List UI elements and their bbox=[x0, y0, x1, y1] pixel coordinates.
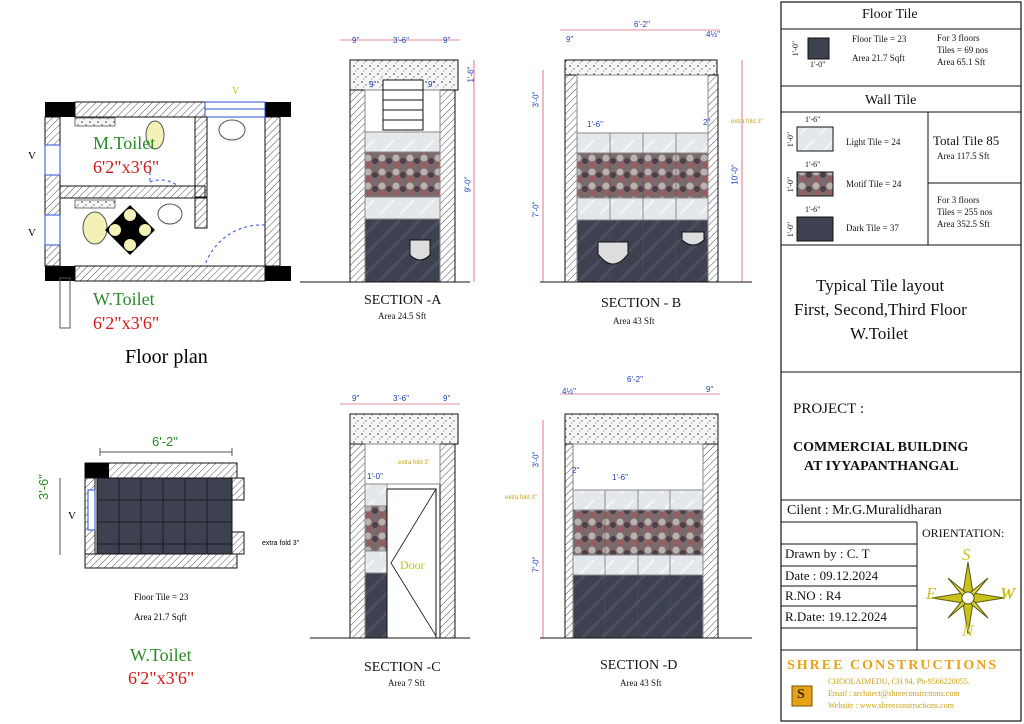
section-d-area: Area 43 Sft bbox=[620, 678, 662, 688]
company-website: Website : www.shreeconstructions.com bbox=[828, 701, 954, 710]
section-d-dim: 3'-0" bbox=[531, 451, 541, 468]
section-d-dim: 2" bbox=[572, 466, 580, 475]
floor-tile-area: Area 21.7 Sqft bbox=[852, 53, 905, 63]
section-d-drawing bbox=[540, 394, 752, 638]
section-b-dim: 4½" bbox=[706, 30, 720, 39]
window-label-left-2: V bbox=[28, 227, 36, 239]
client: Cilent : Mr.G.Muralidharan bbox=[787, 503, 942, 518]
section-d-dim: 9" bbox=[706, 385, 714, 394]
section-a-dim: 9" bbox=[352, 36, 360, 45]
tile-plan-width-dim: 6'-2" bbox=[152, 434, 178, 449]
wall-tile-h: 1'-0" bbox=[786, 131, 796, 148]
light-tile-swatch bbox=[797, 127, 833, 151]
section-a-title: SECTION -A bbox=[364, 293, 442, 308]
tile-plan-floor-tile: Floor Tile = 23 bbox=[134, 592, 189, 602]
wall-tile-w: 1'-6" bbox=[805, 115, 821, 124]
tile-plan-drawing bbox=[60, 448, 244, 568]
wall-tile-h: 1'-0" bbox=[786, 221, 796, 238]
drawn-by: Drawn by : C. T bbox=[785, 546, 870, 561]
section-c-title: SECTION -C bbox=[364, 660, 441, 675]
project-name-1: COMMERCIAL BUILDING bbox=[793, 440, 969, 455]
compass-e: E bbox=[926, 584, 937, 603]
floor-tile-header: Floor Tile bbox=[862, 7, 918, 22]
section-d-dim: 6'-2" bbox=[627, 375, 643, 384]
w-toilet-name: W.Toilet bbox=[93, 289, 155, 309]
floor-3-floors: For 3 floors bbox=[937, 33, 980, 43]
floor-area-total: Area 65.1 Sft bbox=[937, 57, 986, 67]
m-toilet-size: 6'2"x3'6" bbox=[93, 157, 160, 177]
tile-plan-window-label: V bbox=[68, 510, 76, 522]
section-d-dim: 1'-6" bbox=[612, 473, 628, 482]
section-b-dim: 9" bbox=[566, 35, 574, 44]
tile-plan-height-dim: 3'-6" bbox=[36, 474, 51, 500]
section-b-dim: 2" bbox=[703, 118, 711, 127]
layout-title-1: Typical Tile layout bbox=[816, 276, 945, 295]
floor-tile-size-h: 1'-0" bbox=[810, 60, 826, 69]
section-b-dim: 3'-0" bbox=[531, 91, 541, 108]
layout-title-2: First, Second,Third Floor bbox=[794, 300, 967, 319]
section-c-dim: 1'-0" bbox=[367, 472, 383, 481]
section-a-area: Area 24.5 Sft bbox=[378, 311, 427, 321]
floor-tiles-nos: Tiles = 69 nos bbox=[937, 45, 989, 55]
section-a-dim: 9" bbox=[369, 80, 377, 89]
window-label-top: V bbox=[232, 86, 240, 97]
wall-area-total: Area 352.5 Sft bbox=[937, 219, 990, 229]
wall-3-floors: For 3 floors bbox=[937, 195, 980, 205]
section-d-dim: 7'-0" bbox=[531, 556, 541, 573]
section-a-dim: 9" bbox=[443, 36, 451, 45]
section-b-dim: 7'-0" bbox=[531, 201, 541, 218]
floor-plan-caption: Floor plan bbox=[125, 346, 208, 368]
section-a-drawing bbox=[300, 40, 474, 282]
company-address: CHOOLAIMEDU, CH 94, Ph-9566220055. bbox=[828, 677, 970, 686]
dark-tile-swatch bbox=[797, 217, 833, 241]
total-tile: Total Tile 85 bbox=[933, 133, 1000, 148]
layout-title-3: W.Toilet bbox=[850, 324, 909, 343]
section-a-dim: 3'-6" bbox=[393, 36, 409, 45]
section-b-drawing bbox=[540, 30, 752, 282]
wall-tiles-nos: Tiles = 255 nos bbox=[937, 207, 993, 217]
section-b-dim: 6'-2" bbox=[634, 20, 650, 29]
orientation-label: ORIENTATION: bbox=[922, 526, 1005, 540]
rno: R.NO : R4 bbox=[785, 588, 841, 603]
window-label-left-1: V bbox=[28, 150, 36, 162]
total-area: Area 117.5 Sft bbox=[937, 151, 990, 161]
floor-tile-swatch bbox=[808, 38, 829, 59]
w-toilet-size: 6'2"x3'6" bbox=[93, 313, 160, 333]
section-d-title: SECTION -D bbox=[600, 658, 678, 673]
floor-plan-drawing bbox=[45, 102, 291, 328]
compass-w: W bbox=[1000, 584, 1016, 603]
section-b-area: Area 43 Sft bbox=[613, 316, 655, 326]
section-a-dim: 1'-6" bbox=[466, 66, 476, 83]
floor-tile-size-v: 1'-0" bbox=[791, 40, 801, 57]
section-c-drawing bbox=[310, 404, 470, 638]
section-a-dim: 9'-0" bbox=[463, 176, 473, 193]
section-c-dim: 9" bbox=[352, 394, 360, 403]
section-d-dim: 4½" bbox=[562, 387, 576, 396]
dark-tile-count: Dark Tile = 37 bbox=[846, 223, 899, 233]
floor-tile-count: Floor Tile = 23 bbox=[852, 34, 907, 44]
section-c-dim: 3'-6" bbox=[393, 394, 409, 403]
compass-s: S bbox=[962, 545, 971, 564]
section-a-dim: 9" bbox=[428, 80, 436, 89]
rdate: R.Date: 19.12.2024 bbox=[785, 609, 887, 624]
wall-tile-header: Wall Tile bbox=[865, 93, 917, 108]
date: Date : 09.12.2024 bbox=[785, 568, 879, 583]
section-b-note: extra fold 3" bbox=[731, 119, 763, 125]
tile-plan-note: extra fold 3" bbox=[262, 540, 300, 547]
section-c-note: extra fold 3" bbox=[398, 460, 430, 466]
motif-tile-swatch bbox=[797, 172, 833, 196]
wall-tile-w: 1'-6" bbox=[805, 205, 821, 214]
m-toilet-name: M.Toilet bbox=[93, 133, 156, 153]
section-c-dim: 9" bbox=[443, 394, 451, 403]
tile-plan-area: Area 21.7 Sqft bbox=[134, 612, 187, 622]
company-name: SHREE CONSTRUCTIONS bbox=[787, 658, 999, 673]
wall-tile-w: 1'-6" bbox=[805, 160, 821, 169]
section-b-dim: 1'-6" bbox=[587, 120, 603, 129]
section-c-door-label: Door bbox=[400, 558, 425, 572]
section-b-dim: 10'-0" bbox=[730, 164, 740, 185]
motif-tile-count: Motif Tile = 24 bbox=[846, 179, 902, 189]
compass-n: N bbox=[962, 621, 974, 640]
tile-plan-size: 6'2"x3'6" bbox=[128, 668, 195, 688]
wall-tile-h: 1'-0" bbox=[786, 176, 796, 193]
section-d-note: extra fold 3" bbox=[505, 495, 537, 501]
company-email: Email : architect@shreeconstrctions.com bbox=[828, 689, 960, 698]
logo-letter: S bbox=[797, 687, 805, 702]
project-label: PROJECT : bbox=[793, 401, 864, 417]
section-b-title: SECTION - B bbox=[601, 296, 682, 311]
project-name-2: AT IYYAPANTHANGAL bbox=[804, 459, 959, 474]
section-c-area: Area 7 Sft bbox=[388, 678, 425, 688]
light-tile-count: Light Tile = 24 bbox=[846, 137, 901, 147]
tile-plan-name: W.Toilet bbox=[130, 645, 192, 665]
